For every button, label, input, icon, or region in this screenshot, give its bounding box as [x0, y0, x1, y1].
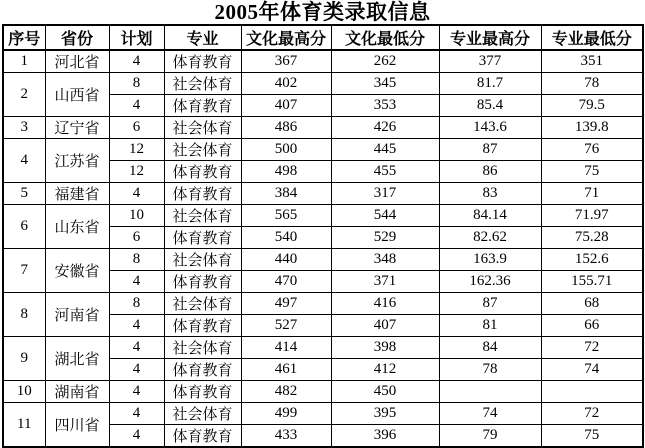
admissions-table: [2, 24, 644, 448]
cell-major-min: 78: [541, 73, 643, 95]
cell-plan: 4: [109, 425, 164, 448]
cell-culture-max: 499: [241, 403, 331, 425]
cell-index: 2: [3, 73, 45, 117]
cell-major: 社会体育: [164, 337, 241, 359]
cell-plan: 8: [109, 293, 164, 315]
header-row: [3, 25, 643, 50]
cell-index: 5: [3, 183, 45, 205]
cell-major-min: 72: [541, 403, 643, 425]
cell-province: 湖北省: [45, 337, 109, 381]
col-header-culture-min: 文化最低分: [331, 25, 439, 50]
table-row: [3, 139, 643, 161]
cell-culture-min: 455: [331, 161, 439, 183]
cell-culture-max: 482: [241, 381, 331, 403]
cell-major-max: 81.7: [439, 73, 541, 95]
cell-major-min: 152.6: [541, 249, 643, 271]
cell-major: 体育教育: [164, 161, 241, 183]
cell-major-max: 377: [439, 50, 541, 73]
cell-culture-max: 433: [241, 425, 331, 448]
cell-major-min: 75: [541, 425, 643, 448]
cell-major-min: 71: [541, 183, 643, 205]
cell-plan: 4: [109, 315, 164, 337]
cell-index: 9: [3, 337, 45, 381]
cell-culture-max: 486: [241, 117, 331, 139]
cell-province: 河南省: [45, 293, 109, 337]
table-row: [3, 249, 643, 271]
cell-culture-min: 398: [331, 337, 439, 359]
cell-province: 江苏省: [45, 139, 109, 183]
table-row: [3, 117, 643, 139]
cell-culture-max: 470: [241, 271, 331, 293]
cell-major-min: 74: [541, 359, 643, 381]
cell-index: 3: [3, 117, 45, 139]
cell-major-min: 155.71: [541, 271, 643, 293]
cell-plan: 4: [109, 50, 164, 73]
cell-plan: 8: [109, 73, 164, 95]
col-header-major: 专业: [164, 25, 241, 50]
cell-major: 体育教育: [164, 50, 241, 73]
table-row: [3, 50, 643, 73]
cell-major: 体育教育: [164, 271, 241, 293]
col-header-culture-max: 文化最高分: [241, 25, 331, 50]
cell-major-min: 75: [541, 161, 643, 183]
cell-major: 体育教育: [164, 95, 241, 117]
cell-major-max: 83: [439, 183, 541, 205]
cell-major-min: [541, 381, 643, 403]
cell-culture-min: 262: [331, 50, 439, 73]
cell-culture-max: 407: [241, 95, 331, 117]
cell-major-min: 66: [541, 315, 643, 337]
cell-major: 体育教育: [164, 227, 241, 249]
cell-culture-min: 353: [331, 95, 439, 117]
col-header-major-max: 专业最高分: [439, 25, 541, 50]
cell-index: 10: [3, 381, 45, 403]
table-body: [3, 50, 643, 447]
cell-culture-min: 395: [331, 403, 439, 425]
cell-culture-max: 497: [241, 293, 331, 315]
cell-major: 社会体育: [164, 139, 241, 161]
cell-province: 山西省: [45, 73, 109, 117]
cell-province: 四川省: [45, 403, 109, 448]
cell-major-max: 84: [439, 337, 541, 359]
cell-culture-max: 498: [241, 161, 331, 183]
cell-major-min: 351: [541, 50, 643, 73]
cell-province: 湖南省: [45, 381, 109, 403]
cell-culture-max: 461: [241, 359, 331, 381]
cell-major-max: 84.14: [439, 205, 541, 227]
table-header: [3, 25, 643, 50]
cell-plan: 6: [109, 117, 164, 139]
cell-major-max: 78: [439, 359, 541, 381]
cell-index: 7: [3, 249, 45, 293]
table-row: [3, 337, 643, 359]
cell-major-max: 85.4: [439, 95, 541, 117]
cell-major: 体育教育: [164, 359, 241, 381]
table-row: [3, 183, 643, 205]
table-row: [3, 403, 643, 425]
cell-culture-max: 500: [241, 139, 331, 161]
cell-plan: 4: [109, 359, 164, 381]
table-row: [3, 381, 643, 403]
cell-culture-min: 348: [331, 249, 439, 271]
cell-major: 社会体育: [164, 293, 241, 315]
cell-culture-max: 440: [241, 249, 331, 271]
col-header-plan: 计划: [109, 25, 164, 50]
cell-major-max: 87: [439, 293, 541, 315]
cell-index: 8: [3, 293, 45, 337]
cell-index: 11: [3, 403, 45, 448]
cell-major: 体育教育: [164, 425, 241, 448]
cell-culture-min: 445: [331, 139, 439, 161]
cell-province: 辽宁省: [45, 117, 109, 139]
cell-major: 社会体育: [164, 205, 241, 227]
cell-culture-max: 384: [241, 183, 331, 205]
cell-culture-max: 565: [241, 205, 331, 227]
cell-province: 福建省: [45, 183, 109, 205]
cell-plan: 12: [109, 161, 164, 183]
cell-plan: 4: [109, 403, 164, 425]
cell-culture-min: 529: [331, 227, 439, 249]
cell-index: 4: [3, 139, 45, 183]
cell-major: 体育教育: [164, 381, 241, 403]
cell-culture-max: 402: [241, 73, 331, 95]
cell-index: 6: [3, 205, 45, 249]
cell-plan: 4: [109, 95, 164, 117]
cell-major-max: 81: [439, 315, 541, 337]
cell-culture-min: 317: [331, 183, 439, 205]
cell-major-max: 87: [439, 139, 541, 161]
cell-province: 安徽省: [45, 249, 109, 293]
cell-major-max: [439, 381, 541, 403]
cell-culture-min: 396: [331, 425, 439, 448]
col-header-index: 序号: [3, 25, 45, 50]
cell-culture-min: 544: [331, 205, 439, 227]
cell-culture-min: 450: [331, 381, 439, 403]
cell-plan: 10: [109, 205, 164, 227]
cell-index: 1: [3, 50, 45, 73]
cell-major-min: 68: [541, 293, 643, 315]
cell-culture-min: 345: [331, 73, 439, 95]
table-row: [3, 293, 643, 315]
cell-major-max: 82.62: [439, 227, 541, 249]
cell-culture-min: 426: [331, 117, 439, 139]
cell-major-max: 162.36: [439, 271, 541, 293]
table-row: [3, 73, 643, 95]
cell-plan: 4: [109, 381, 164, 403]
table-row: [3, 205, 643, 227]
cell-major: 体育教育: [164, 315, 241, 337]
col-header-province: 省份: [45, 25, 109, 50]
cell-plan: 6: [109, 227, 164, 249]
cell-province: 河北省: [45, 50, 109, 73]
cell-major-min: 79.5: [541, 95, 643, 117]
cell-culture-max: 527: [241, 315, 331, 337]
cell-major-max: 79: [439, 425, 541, 448]
cell-major-min: 71.97: [541, 205, 643, 227]
cell-major: 社会体育: [164, 249, 241, 271]
cell-major-min: 75.28: [541, 227, 643, 249]
cell-culture-min: 407: [331, 315, 439, 337]
cell-plan: 4: [109, 337, 164, 359]
cell-plan: 12: [109, 139, 164, 161]
cell-major-min: 72: [541, 337, 643, 359]
cell-plan: 4: [109, 271, 164, 293]
cell-major: 社会体育: [164, 403, 241, 425]
cell-major-max: 74: [439, 403, 541, 425]
cell-culture-max: 367: [241, 50, 331, 73]
cell-major-max: 163.9: [439, 249, 541, 271]
cell-major-min: 139.8: [541, 117, 643, 139]
cell-province: 山东省: [45, 205, 109, 249]
page-title: 2005年体育类录取信息: [214, 0, 431, 24]
cell-culture-min: 371: [331, 271, 439, 293]
cell-major-min: 76: [541, 139, 643, 161]
cell-plan: 4: [109, 183, 164, 205]
cell-culture-max: 414: [241, 337, 331, 359]
cell-major: 体育教育: [164, 183, 241, 205]
col-header-major-min: 专业最低分: [541, 25, 643, 50]
cell-major: 社会体育: [164, 73, 241, 95]
cell-plan: 8: [109, 249, 164, 271]
cell-major-max: 143.6: [439, 117, 541, 139]
cell-culture-min: 416: [331, 293, 439, 315]
cell-major-max: 86: [439, 161, 541, 183]
cell-major: 社会体育: [164, 117, 241, 139]
cell-culture-max: 540: [241, 227, 331, 249]
cell-culture-min: 412: [331, 359, 439, 381]
